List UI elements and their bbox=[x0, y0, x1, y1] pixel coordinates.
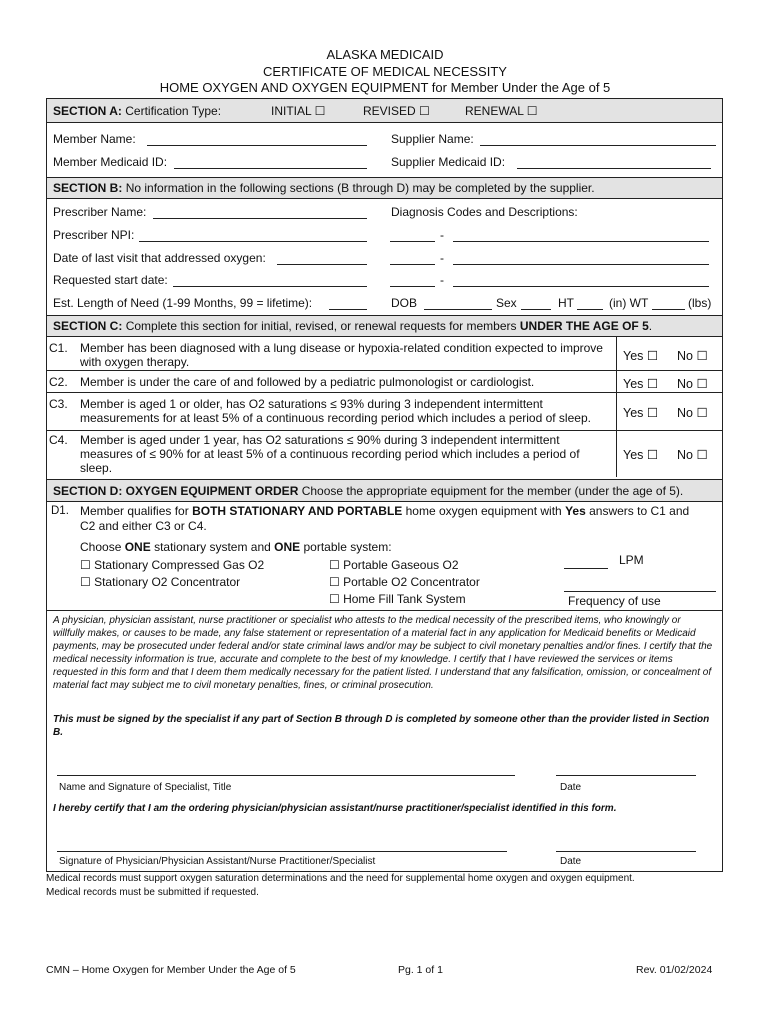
c1-yes-checkbox[interactable]: Yes ☐ bbox=[623, 349, 659, 363]
section-c-period: . bbox=[648, 319, 653, 333]
section-b-text: No information in the following sections (B through D) may be completed by the supplier. bbox=[125, 181, 595, 195]
question-text: Member is aged 1 or older, has O2 saturations ≤ 93% during 3 independent intermittent measurements for at least 5% of a continuous recording period which includes a period of sleep. bbox=[80, 397, 591, 425]
choose-c: stationary system and bbox=[154, 540, 271, 554]
physician-date-field[interactable] bbox=[556, 851, 696, 852]
last-visit-field[interactable] bbox=[277, 264, 367, 265]
physician-certification: I hereby certify that I am the ordering physician/physician assistant/nurse practitioner/specialist identified in this form. bbox=[53, 803, 617, 814]
specialist-signature-field[interactable] bbox=[57, 775, 515, 776]
diagnosis-code-1[interactable] bbox=[390, 241, 435, 242]
form-subtitle: HOME OXYGEN AND OXYGEN EQUIPMENT for Member Under the Age of 5 bbox=[159, 80, 611, 95]
question-text: Member has been diagnosed with a lung disease or hypoxia-related condition expected to improve with oxygen therapy. bbox=[80, 341, 603, 369]
c4-no-checkbox[interactable]: No ☐ bbox=[677, 448, 708, 462]
physician-date-label: Date bbox=[560, 856, 582, 867]
physician-signature-field[interactable] bbox=[57, 851, 507, 852]
section-c-age-emphasis: UNDER THE AGE OF 5 bbox=[519, 319, 649, 333]
stationary-concentrator-checkbox[interactable]: ☐ Stationary O2 Concentrator bbox=[80, 575, 241, 589]
question-number: C1. bbox=[49, 341, 68, 355]
d1-text bbox=[80, 504, 689, 518]
diagnosis-code-3[interactable] bbox=[390, 286, 435, 287]
divider bbox=[47, 392, 722, 393]
physician-signature-label: Signature of Physician/Physician Assistant/Nurse Practitioner/Specialist bbox=[59, 856, 376, 867]
specialist-date-field[interactable] bbox=[556, 775, 696, 776]
diagnosis-desc-2[interactable] bbox=[453, 264, 709, 265]
choose-b: ONE bbox=[124, 540, 151, 554]
medical-records-note: Medical records must support oxygen saturation determinations and the need for supplemental home oxygen and oxygen equipment. bbox=[46, 873, 635, 884]
section-a-header bbox=[47, 99, 722, 123]
section-a-text: Certification Type: bbox=[125, 104, 222, 118]
question-number: C4. bbox=[49, 433, 68, 447]
section-c-label: SECTION C: bbox=[53, 319, 123, 333]
c2-yes-checkbox[interactable]: Yes ☐ bbox=[623, 377, 659, 391]
portable-gaseous-checkbox[interactable]: ☐ Portable Gaseous O2 bbox=[329, 558, 459, 572]
dob-field[interactable] bbox=[424, 309, 492, 310]
specialist-date-label: Date bbox=[560, 782, 582, 793]
member-name-label: Member Name: bbox=[53, 132, 136, 146]
dash: - bbox=[440, 228, 444, 242]
supplier-medicaid-id-label: Supplier Medicaid ID: bbox=[391, 155, 506, 169]
supplier-name-field[interactable] bbox=[480, 145, 716, 146]
specialist-signature-label: Name and Signature of Specialist, Title bbox=[59, 782, 232, 793]
supplier-name-label: Supplier Name: bbox=[391, 132, 474, 146]
length-of-need-label: Est. Length of Need (1-99 Months, 99 = lifetime): bbox=[53, 296, 313, 310]
dash: - bbox=[440, 251, 444, 265]
section-a-label: SECTION A: bbox=[53, 104, 122, 118]
diagnosis-label: Diagnosis Codes and Descriptions: bbox=[391, 205, 578, 219]
dash: - bbox=[440, 273, 444, 287]
lbs-label: (lbs) bbox=[688, 296, 712, 310]
question-text: Member is under the care of and followed by a pediatric pulmonologist or cardiologist. bbox=[80, 375, 535, 389]
choose-a: Choose bbox=[80, 540, 122, 554]
question-text: Member is aged under 1 year, has O2 saturations ≤ 90% during 3 independent intermittent measures of ≤ 90% for at least 5% of a continuous recording period which includes a period of sleep. bbox=[80, 433, 580, 475]
prescriber-name-field[interactable] bbox=[153, 218, 367, 219]
section-d-header bbox=[47, 479, 722, 502]
supplier-medicaid-id-field[interactable] bbox=[517, 168, 711, 169]
legal-attestation: A physician, physician assistant, nurse practitioner or specialist who attests to the medical necessity of the prescribed items, who knowingly or willfully makes, or causes to be made, any false statement or representation of a material fact in any application for Medicaid benefits or Medicaid payments, may be prosecuted under federal and/or state criminal laws and/or may be subject to civil monetary penalties and/or fines. I certify that the medical necessity information is true, accurate and complete to the best of my knowledge. I certify that I have reviewed the services or items requested in this form and that I deem them medically necessary for the patient listed. I understand that any falsification, omission, or concealment of material fact may subject me to civil monetary penalties, fines, or criminal prosecution. bbox=[53, 615, 713, 691]
d1-text-d: Yes bbox=[565, 504, 586, 518]
prescriber-npi-label: Prescriber NPI: bbox=[53, 228, 135, 242]
divider bbox=[47, 610, 722, 611]
portable-concentrator-checkbox[interactable]: ☐ Portable O2 Concentrator bbox=[329, 575, 480, 589]
prescriber-name-label: Prescriber Name: bbox=[53, 205, 147, 219]
footer-page-number: Pg. 1 of 1 bbox=[398, 964, 443, 976]
signature-requirement: This must be signed by the specialist if any part of Section B through D is completed by someone other than the provider listed in Section B. bbox=[53, 714, 710, 738]
c2-no-checkbox[interactable]: No ☐ bbox=[677, 377, 708, 391]
section-c-header bbox=[47, 315, 722, 337]
dob-label: DOB bbox=[391, 296, 418, 310]
sex-field[interactable] bbox=[521, 309, 551, 310]
question-number: C3. bbox=[49, 397, 68, 411]
revised-checkbox[interactable]: REVISED ☐ bbox=[363, 104, 430, 118]
section-d-label: SECTION D: OXYGEN EQUIPMENT ORDER bbox=[53, 484, 299, 498]
diagnosis-desc-1[interactable] bbox=[453, 241, 709, 242]
weight-field[interactable] bbox=[652, 309, 685, 310]
height-field[interactable] bbox=[577, 309, 603, 310]
form-title: CERTIFICATE OF MEDICAL NECESSITY bbox=[263, 64, 507, 79]
height-label: HT bbox=[558, 296, 574, 310]
section-c-text: Complete this section for initial, revised, or renewal requests for members bbox=[125, 319, 517, 333]
prescriber-npi-field[interactable] bbox=[139, 241, 367, 242]
c3-no-checkbox[interactable]: No ☐ bbox=[677, 406, 708, 420]
start-date-label: Requested start date: bbox=[53, 273, 168, 287]
d1-text-e: answers to C1 and bbox=[589, 504, 690, 518]
frequency-field[interactable] bbox=[564, 591, 716, 592]
length-of-need-field[interactable] bbox=[329, 309, 367, 310]
footer-form-name: CMN – Home Oxygen for Member Under the Age of 5 bbox=[46, 964, 296, 976]
renewal-checkbox[interactable]: RENEWAL ☐ bbox=[465, 104, 538, 118]
section-b-header bbox=[47, 177, 722, 199]
member-medicaid-id-field[interactable] bbox=[174, 168, 367, 169]
certificate-form bbox=[46, 98, 723, 872]
weight-label: (in) WT bbox=[609, 296, 649, 310]
d1-text-cont: C2 and either C3 or C4. bbox=[80, 519, 207, 533]
form-agency-title: ALASKA MEDICAID bbox=[326, 47, 444, 62]
divider bbox=[47, 430, 722, 431]
section-b-label: SECTION B: bbox=[53, 181, 123, 195]
d1-text-a: Member qualifies for bbox=[80, 504, 189, 518]
question-number: D1. bbox=[51, 505, 69, 517]
choose-d: ONE bbox=[274, 540, 301, 554]
d1-text-c: home oxygen equipment with bbox=[405, 504, 562, 518]
c1-no-checkbox[interactable]: No ☐ bbox=[677, 349, 708, 363]
diagnosis-desc-3[interactable] bbox=[453, 286, 709, 287]
section-d-text: Choose the appropriate equipment for the member (under the age of 5). bbox=[301, 484, 684, 498]
lpm-label: LPM bbox=[619, 553, 644, 567]
sex-label: Sex bbox=[496, 296, 517, 310]
lpm-field[interactable] bbox=[564, 568, 608, 569]
choose-instruction bbox=[80, 540, 392, 554]
c3-yes-checkbox[interactable]: Yes ☐ bbox=[623, 406, 659, 420]
start-date-field[interactable] bbox=[173, 286, 367, 287]
diagnosis-code-2[interactable] bbox=[390, 264, 435, 265]
last-visit-label: Date of last visit that addressed oxygen: bbox=[53, 251, 266, 265]
stationary-compressed-gas-checkbox[interactable]: ☐ Stationary Compressed Gas O2 bbox=[80, 558, 265, 572]
initial-checkbox[interactable]: INITIAL ☐ bbox=[271, 104, 326, 118]
medical-records-note-2: Medical records must be submitted if requested. bbox=[46, 887, 259, 898]
d1-text-b: BOTH STATIONARY AND PORTABLE bbox=[192, 504, 403, 518]
question-number: C2. bbox=[49, 375, 68, 389]
member-medicaid-id-label: Member Medicaid ID: bbox=[53, 155, 168, 169]
divider bbox=[47, 370, 722, 371]
frequency-label: Frequency of use bbox=[568, 594, 661, 608]
c4-yes-checkbox[interactable]: Yes ☐ bbox=[623, 448, 659, 462]
member-name-field[interactable] bbox=[147, 145, 367, 146]
home-fill-tank-checkbox[interactable]: ☐ Home Fill Tank System bbox=[329, 592, 466, 606]
choose-e: portable system: bbox=[303, 540, 392, 554]
footer-revision: Rev. 01/02/2024 bbox=[636, 964, 713, 976]
